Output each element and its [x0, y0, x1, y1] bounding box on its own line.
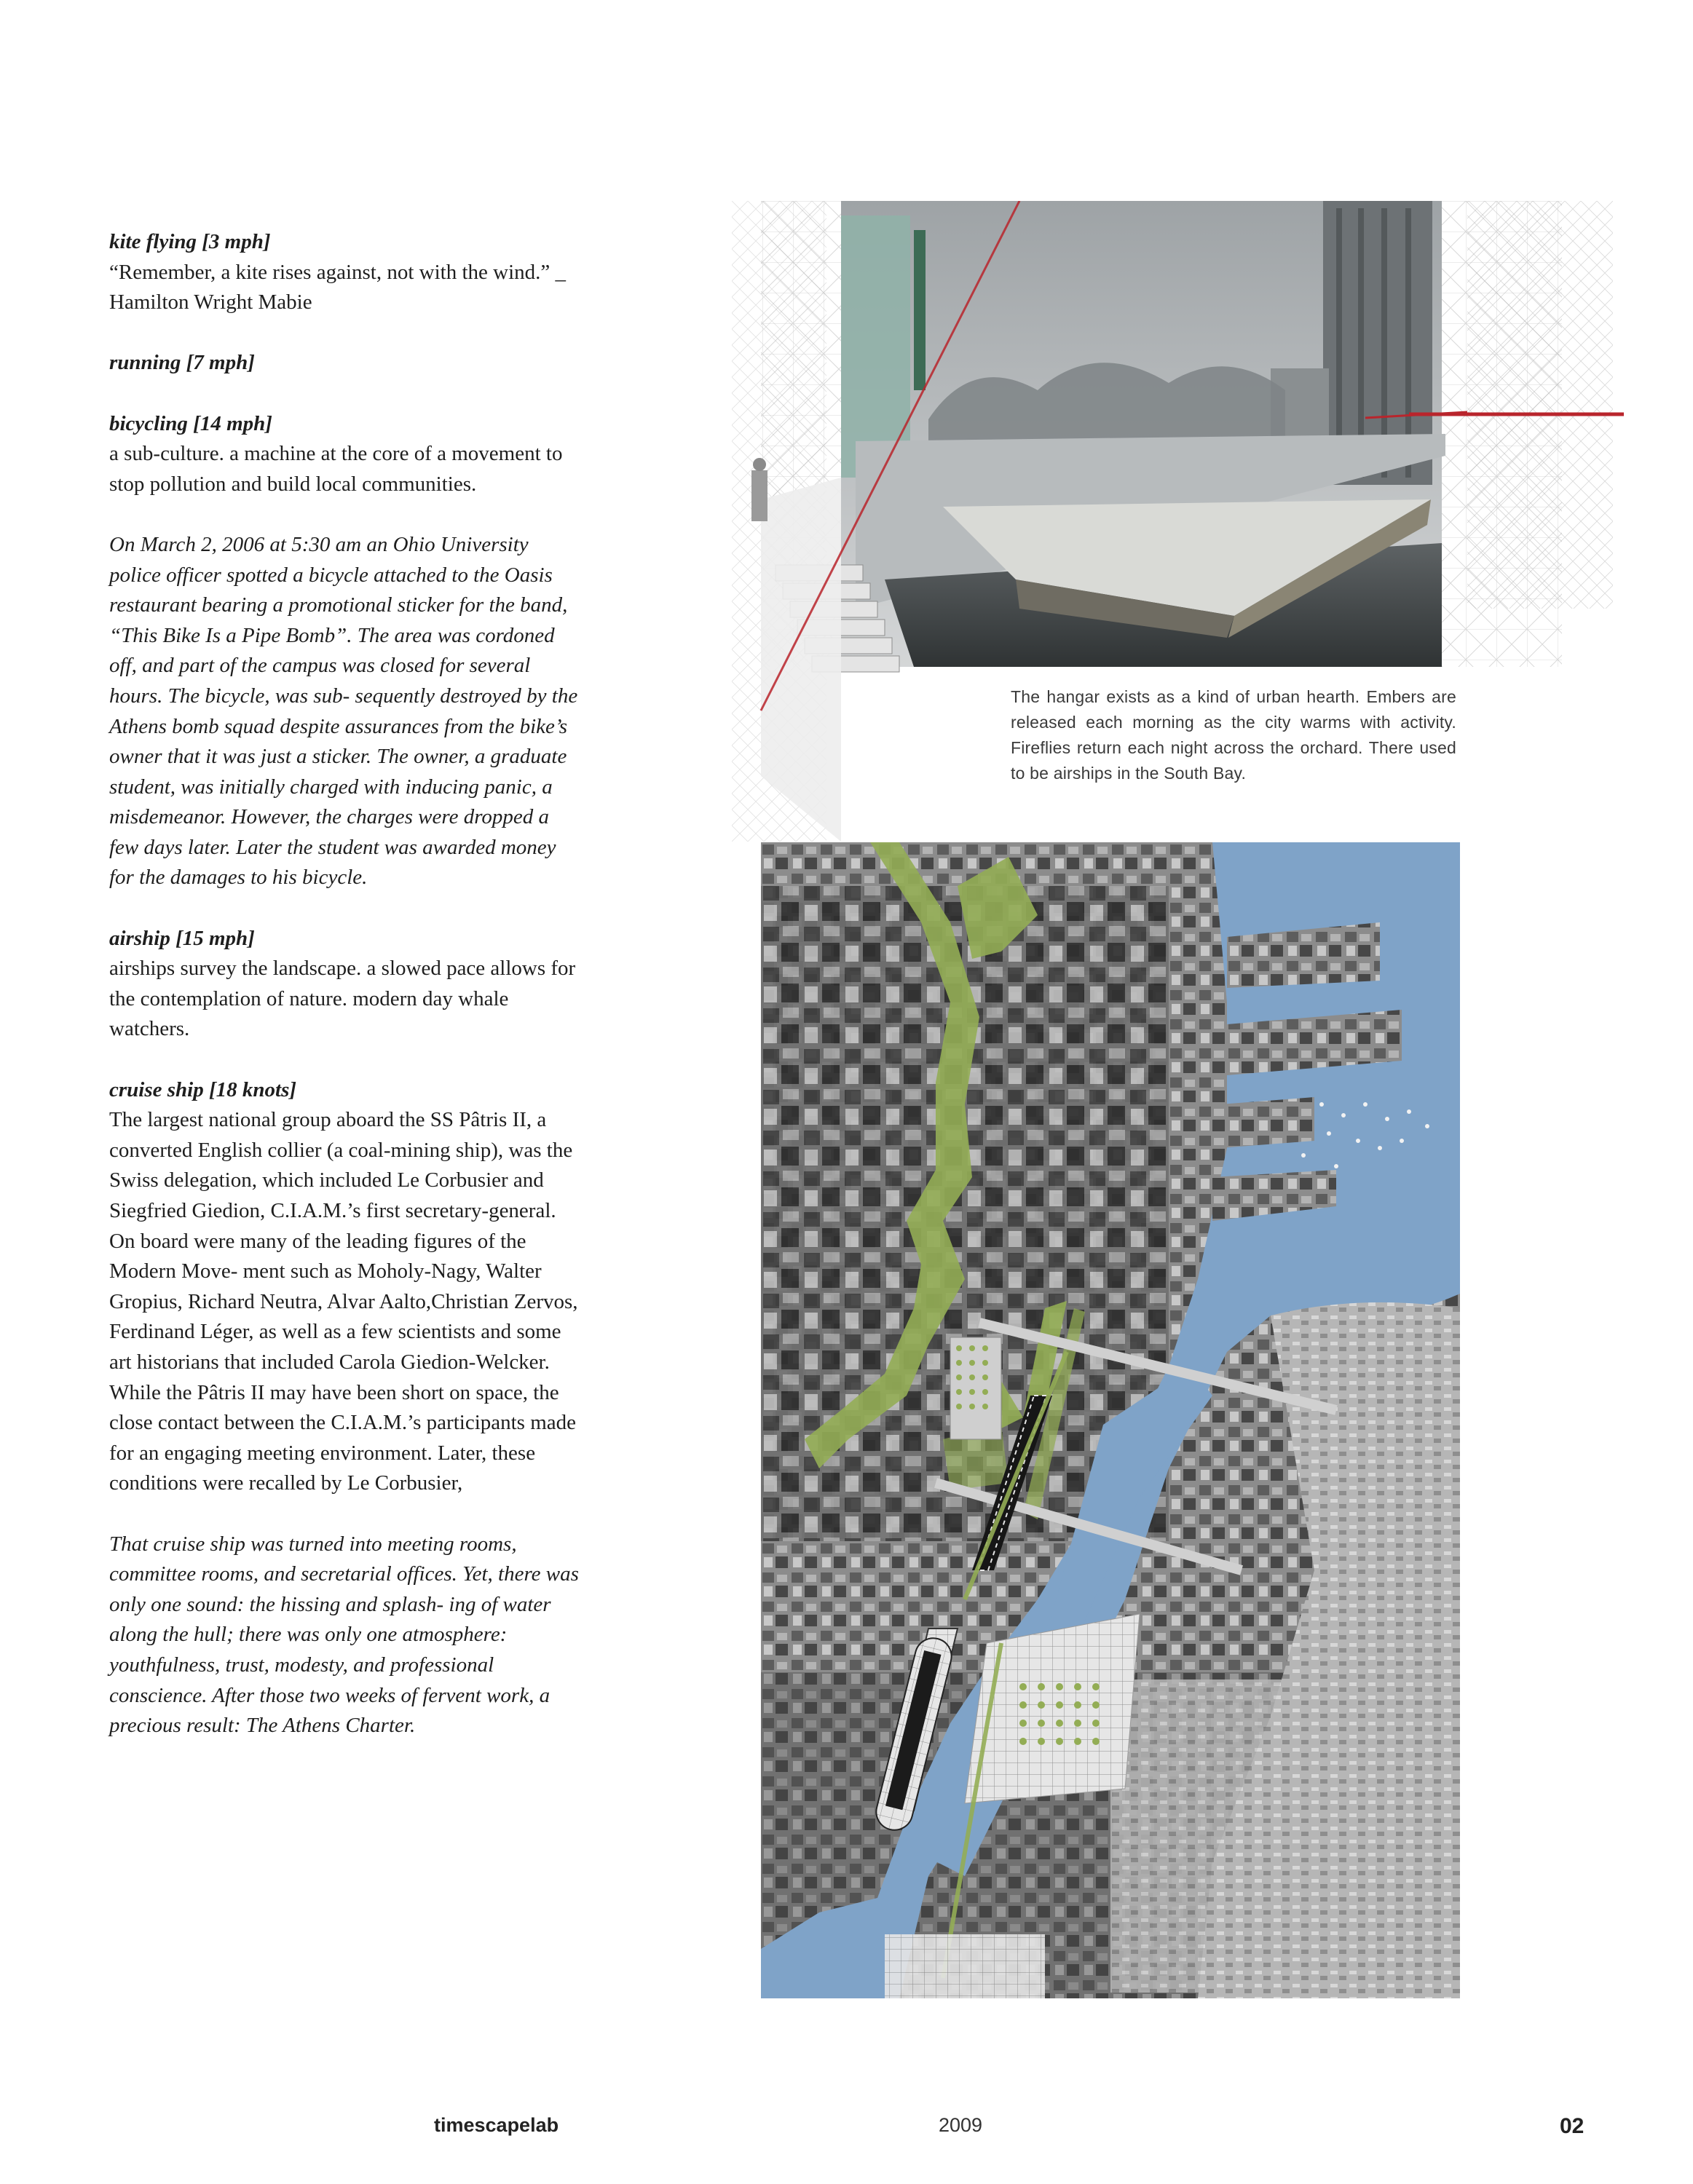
- bicycle-story: On March 2, 2006 at 5:30 am an Ohio University police officer spotted a bicycle attached to the Oasis restaurant bearing a promotional sticker for the band, “This Bike Is a Pipe Bomb”. The area was cordoned off, and part of the campus was closed for several hours. The bicycle, was sub- sequently destroyed by the Athens bomb squad despite assurances from the bike’s owner that it was just a sticker. The owner, a graduate student, was initially charged with inducing panic, a misdemeanor. However, the charges were dropped a few days later. Later the student was awarded money for the damages to his bicycle.: [109, 532, 578, 890]
- airship-heading: airship [15 mph]: [109, 926, 255, 950]
- page-number: 02: [1560, 2114, 1585, 2138]
- footer-brand: timescapelab: [434, 2114, 559, 2136]
- kite-heading: kite flying [3 mph]: [109, 230, 271, 253]
- aerial-map-image: [761, 842, 1460, 1998]
- airship-text: airships survey the landscape. a slowed pace allows for the contemplation of nature. modern day whale watchers.: [109, 957, 576, 1041]
- kite-quote: “Remember, a kite rises against, not with the wind.” _ Hamilton Wright Mabie: [109, 260, 567, 314]
- bicycling-text: a sub-culture. a machine at the core of a movement to stop pollution and build local communities.: [109, 442, 563, 496]
- cruise-text: The largest national group aboard the SS Pâtris II, a converted English collier (a coal-mining ship), was the Swiss delegation, which included Le Corbusier and Siegfried Giedion, C.I.A.M.’s first secretary-general. On board were many of the leading figures of the Modern Move- ment such as Moholy-Nagy, Walter Gropius, Richard Neutra, Alvar Aalto,Christian Zervos, Ferdinand Léger, as well as a few scientists and some art historians that included Carola Giedion-Welcker. While the Pâtris II may have been short on space, the close contact between the C.I.A.M.’s participants made for an engaging meeting environment. Later, these conditions were recalled by Le Corbusier,: [109, 1108, 578, 1495]
- article-column: [109, 227, 583, 1741]
- cruise-heading: cruise ship [18 knots]: [109, 1077, 297, 1101]
- bicycling-heading: bicycling [14 mph]: [109, 411, 272, 435]
- collage-caption: The hangar exists as a kind of urban hearth. Embers are released each morning as the city warms with activity. Fireflies return each night across the orchard. There used to be airships in the South Bay.: [1011, 687, 1456, 783]
- corbusier-quote: That cruise ship was turned into meeting rooms, committee rooms, and secretarial offices. Yet, there was only one sound: the hissing and splash- ing of water along the hull; there was only one atmosphere: youthfulness, trust, modesty, and professional conscience. After those two weeks of fervent work, a precious result: The Athens Charter.: [109, 1532, 579, 1738]
- running-heading: running [7 mph]: [109, 351, 255, 375]
- footer-year: 2009: [939, 2114, 983, 2136]
